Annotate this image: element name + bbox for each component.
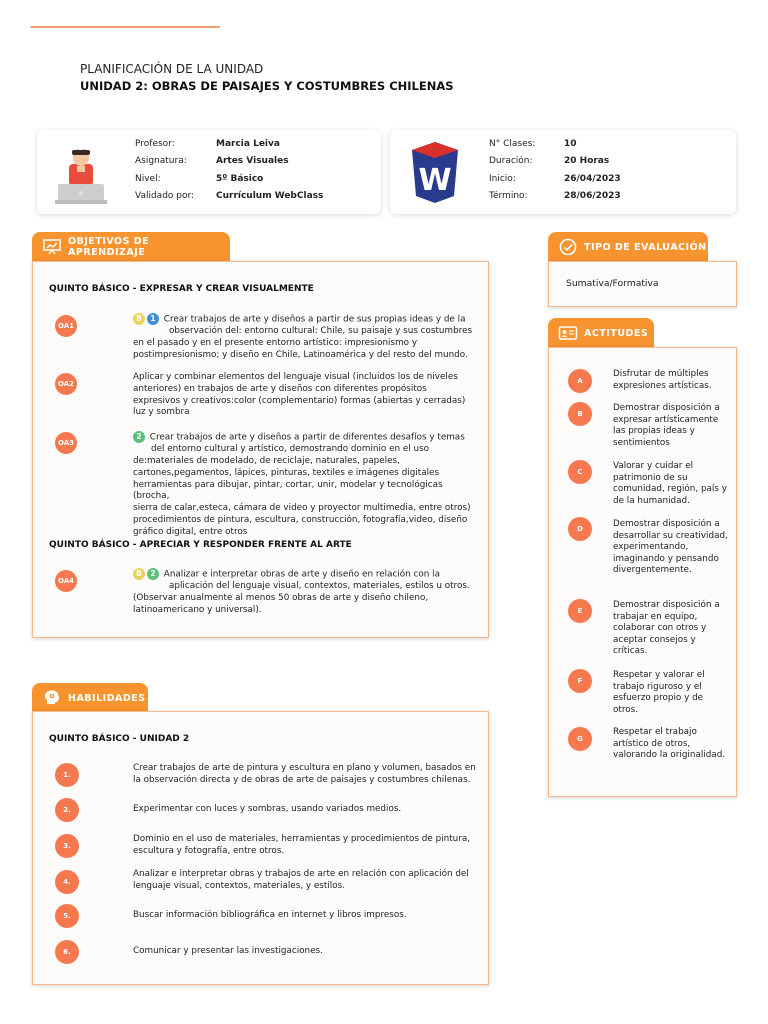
actitud-b-badge: B bbox=[568, 402, 592, 426]
habilidad-5-badge: 5. bbox=[55, 904, 79, 928]
actitud-f-badge: F bbox=[568, 669, 592, 693]
oa3-text bbox=[133, 431, 478, 539]
actitud-a-text: Disfrutar de múltiples expresiones artísticas. bbox=[613, 369, 712, 391]
oa1-line: postimpresionismo; y diseño en Chile, Latinoamérica y del resto del mundo. bbox=[133, 349, 468, 360]
oa4-line: latinoamericano y universal). bbox=[133, 604, 262, 615]
oa3-first-line bbox=[133, 431, 478, 444]
habilidad-4-text: Analizar e interpretar obras y trabajos de arte en relación con aplicación del lenguaje visual, contextos, materiales, y estilos. bbox=[133, 869, 469, 891]
habilidad-2-text: Experimentar con luces y sombras, usando variados medios. bbox=[133, 804, 402, 814]
oa2-line: expresivos y creativos:color (complementario) formas (abiertas y cerradas) bbox=[133, 395, 466, 406]
actitudes-box bbox=[548, 347, 737, 797]
actitud-g-text: Respetar el trabajo artístico de otros, valorando la originalidad. bbox=[613, 727, 726, 761]
actitud-e-text: Demostrar disposición a trabajar en equipo, colaborar con otros y aceptar consejos y críticas. bbox=[613, 600, 720, 657]
actitud-c-text: Valorar y cuidar el patrimonio de su comunidad, región, país y de la humanidad. bbox=[613, 461, 727, 506]
habilidad-4-badge: 4. bbox=[55, 870, 79, 894]
oa4-mark-b: B bbox=[133, 568, 145, 580]
oa4-text bbox=[133, 568, 478, 617]
oa2-text bbox=[133, 372, 478, 419]
oa3-line: gráfico digital, entre otros bbox=[133, 526, 248, 537]
validado-label: Validado por: bbox=[135, 191, 195, 201]
oa3-line: del entorno cultural y artístico, demostrando dominio en el uso bbox=[151, 444, 430, 455]
webclass-logo-icon bbox=[408, 140, 462, 204]
termino-label: Término: bbox=[489, 191, 528, 201]
evaluacion-box bbox=[548, 261, 737, 307]
objetivos-tab bbox=[32, 232, 230, 262]
profesor-value: Marcia Leiva bbox=[216, 139, 280, 149]
teacher-info-card bbox=[37, 130, 381, 214]
nivel-value: 5º Básico bbox=[216, 174, 264, 184]
oa1-first-line bbox=[133, 313, 478, 326]
head-gear-icon bbox=[42, 690, 62, 706]
evaluacion-tab-label: TIPO DE EVALUACIÓN bbox=[584, 241, 707, 253]
oa2-line: Aplicar y combinar elementos del lenguaje visual (incluidos los de niveles bbox=[133, 372, 458, 382]
validado-value: Currículum WebClass bbox=[216, 191, 324, 201]
oa4-line: (Observar anualmente al menos 50 obras de arte y diseño chileno, bbox=[133, 593, 429, 604]
oa4-first-line-text: Analizar e interpretar obras de arte y diseño en relación con la bbox=[163, 569, 440, 580]
oa4-first-line bbox=[133, 568, 478, 581]
duracion-value: 20 Horas bbox=[564, 156, 610, 166]
presentation-icon bbox=[42, 239, 62, 255]
asignatura-label: Asignatura: bbox=[135, 156, 187, 166]
asignatura-value: Artes Visuales bbox=[216, 156, 289, 166]
profesor-label: Profesor: bbox=[135, 139, 175, 149]
actitudes-tab bbox=[548, 318, 654, 348]
oa3-line: herramientas para dibujar, pintar, cortar, unir, modelar y tecnológicas (brocha, bbox=[133, 479, 443, 502]
oa2-badge: OA2 bbox=[55, 373, 77, 395]
page-title: UNIDAD 2: OBRAS DE PAISAJES Y COSTUMBRES CHILENAS bbox=[80, 79, 454, 93]
habilidad-5-text: Buscar información bibliográfica en internet y libros impresos. bbox=[133, 910, 407, 920]
objetivos-box bbox=[32, 261, 489, 638]
oa3-badge: OA3 bbox=[55, 432, 77, 454]
habilidades-tab bbox=[32, 683, 148, 713]
oa2-line: anteriores) en trabajos de arte y diseños con diferentes propósitos bbox=[133, 383, 427, 394]
oa4-badge: OA4 bbox=[55, 570, 77, 592]
top-decor-line bbox=[30, 26, 220, 28]
clases-value: 10 bbox=[564, 139, 577, 149]
duracion-label: Duración: bbox=[489, 156, 533, 166]
oa4-mark-2: 2 bbox=[147, 568, 159, 580]
id-card-icon bbox=[558, 325, 578, 341]
actitud-e-badge: E bbox=[568, 599, 592, 623]
logo-letter: W bbox=[418, 163, 452, 198]
oa1-mark-1: 1 bbox=[147, 313, 159, 325]
habilidades-box bbox=[32, 711, 489, 985]
habilidad-1-text: Crear trabajos de arte de pintura y escultura en plano y volumen, basados en la observación directa y de obras de arte de paisajes y costumbres chilenas. bbox=[133, 763, 476, 785]
actitudes-tab-label: ACTITUDES bbox=[584, 327, 649, 339]
oa4-line: aplicación del lenguaje visual, contextos, materiales, estilos u otros. bbox=[169, 581, 470, 592]
page-subtitle: PLANIFICACIÓN DE LA UNIDAD bbox=[80, 62, 264, 76]
actitud-f-text: Respetar y valorar el trabajo riguroso y el esfuerzo propio y de otros. bbox=[613, 670, 705, 715]
habilidad-6-badge: 6. bbox=[55, 940, 79, 964]
habilidad-3-text: Dominio en el uso de materiales, herramientas y procedimientos de pintura, escultura y fotografía, entre otros. bbox=[133, 834, 471, 856]
oa3-line: procedimientos de pintura, escultura, construcción, fotografía,video, diseño bbox=[133, 515, 468, 526]
actitud-d-badge: D bbox=[568, 517, 592, 541]
habilidades-tab-label: HABILIDADES bbox=[68, 692, 146, 704]
actitud-b-text: Demostrar disposición a expresar artísticamente las propias ideas y sentimientos bbox=[613, 403, 720, 448]
termino-value: 28/06/2023 bbox=[564, 191, 621, 201]
oa1-mark-b: B bbox=[133, 313, 145, 325]
habilidades-section-title: QUINTO BÁSICO - UNIDAD 2 bbox=[49, 734, 190, 744]
oa3-line: de:materiales de modelado, de reciclaje, naturales, papeles, bbox=[133, 456, 400, 467]
habilidad-2-badge: 2. bbox=[55, 798, 79, 822]
oa2-line: luz y sombra bbox=[133, 407, 190, 418]
oa3-first-line-text: Crear trabajos de arte y diseños a partir de diferentes desafíos y temas bbox=[149, 432, 465, 443]
habilidad-1-badge: 1. bbox=[55, 763, 79, 787]
habilidad-6-text: Comunicar y presentar las investigaciones. bbox=[133, 946, 323, 956]
habilidad-3-badge: 3. bbox=[55, 834, 79, 858]
oa3-mark-2: 2 bbox=[133, 431, 145, 443]
course-info-card bbox=[390, 130, 736, 214]
objetivos-section2-title: QUINTO BÁSICO - APRECIAR Y RESPONDER FRENTE AL ARTE bbox=[49, 540, 352, 550]
oa1-badge: OA1 bbox=[55, 315, 77, 337]
oa1-line: observación del: entorno cultural: Chile, su paisaje y sus costumbres bbox=[169, 326, 473, 337]
nivel-label: Nivel: bbox=[135, 174, 161, 184]
clases-label: N° Clases: bbox=[489, 139, 536, 149]
check-circle-icon bbox=[558, 239, 578, 255]
objetivos-section1-title: QUINTO BÁSICO - EXPRESAR Y CREAR VISUALMENTE bbox=[49, 284, 314, 294]
oa3-line: sierra de calar,esteca, cámara de video y proyector multimedia, entre otros) bbox=[133, 503, 471, 514]
oa3-line: cartones,pegamentos, lápices, pinturas, textiles e imágenes digitales bbox=[133, 467, 440, 478]
oa1-text bbox=[133, 313, 478, 362]
evaluacion-value: Sumativa/Formativa bbox=[566, 278, 659, 289]
objetivos-tab-label: OBJETIVOS DE APRENDIZAJE bbox=[68, 236, 150, 258]
oa1-line: en el pasado y en el presente entorno artístico: impresionismo y bbox=[133, 338, 418, 349]
teacher-avatar-icon bbox=[55, 140, 107, 204]
evaluacion-tab bbox=[548, 232, 708, 262]
actitud-g-badge: G bbox=[568, 727, 592, 751]
inicio-label: Inicio: bbox=[489, 174, 516, 184]
actitud-a-badge: A bbox=[568, 369, 592, 393]
oa1-first-line-text: Crear trabajos de arte y diseños a partir de sus propias ideas y de la bbox=[163, 314, 466, 325]
actitud-c-badge: C bbox=[568, 460, 592, 484]
actitud-d-text: Demostrar disposición a desarrollar su creatividad, experimentando, imaginando y pensando divergentemente. bbox=[613, 519, 728, 576]
inicio-value: 26/04/2023 bbox=[564, 174, 621, 184]
